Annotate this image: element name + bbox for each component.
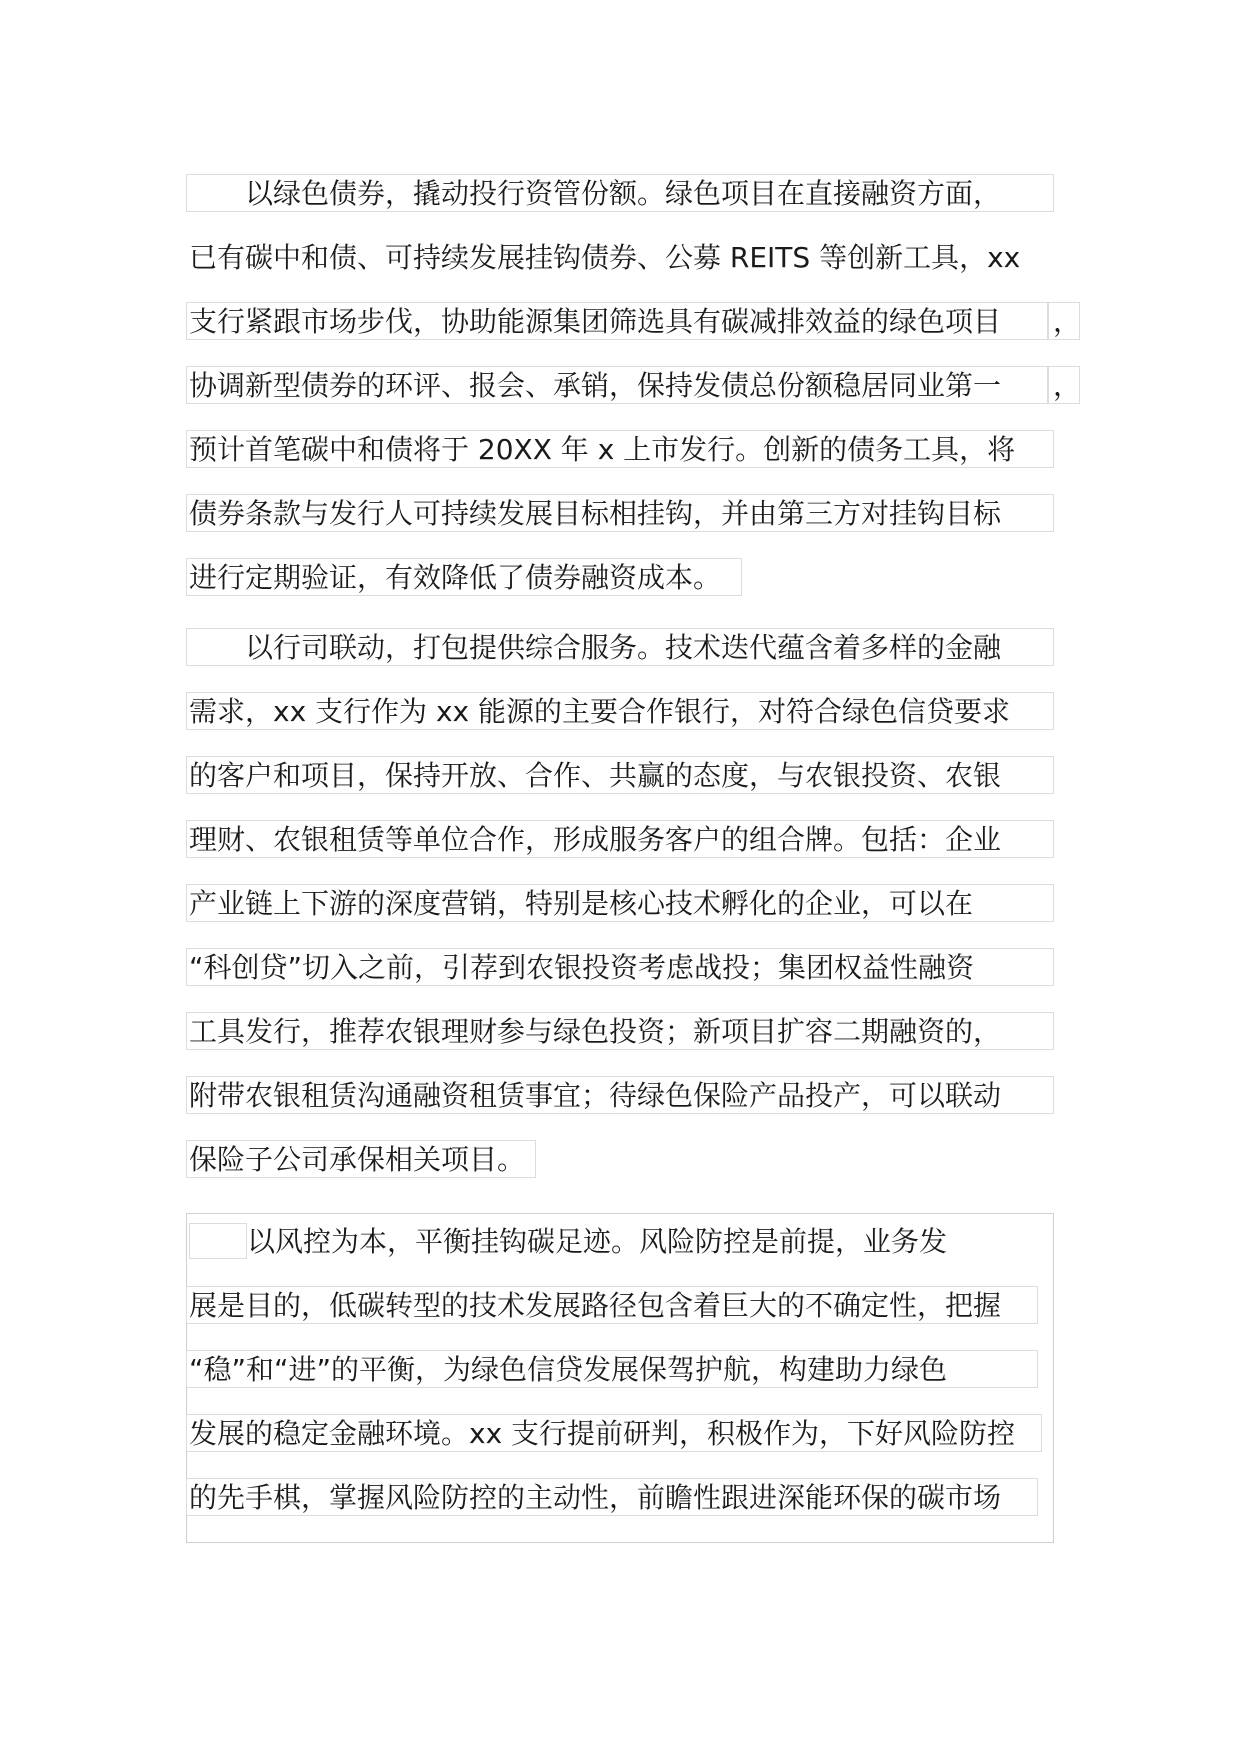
paragraph-3-line-5: 的先手棋，掌握风险防控的主动性，前瞻性跟进深能环保的碳市场 xyxy=(186,1478,1038,1516)
paragraph-2-line-6: “科创贷”切入之前，引荐到农银投资考虑战投；集团权益性融资 xyxy=(186,948,1054,986)
paragraph-1-line-6: 债券条款与发行人可持续发展目标相挂钩，并由第三方对挂钩目标 xyxy=(186,494,1054,532)
paragraph-1-line-4-tail: ， xyxy=(1048,366,1080,404)
paragraph-1-line-5: 预计首笔碳中和债将于 20XX 年 x 上市发行。创新的债务工具，将 xyxy=(186,430,1054,468)
paragraph-2-line-7: 工具发行，推荐农银理财参与绿色投资；新项目扩容二期融资的， xyxy=(186,1012,1054,1050)
paragraph-1-line-7: 进行定期验证，有效降低了债券融资成本。 xyxy=(186,558,742,596)
paragraph-1-line-4: 协调新型债券的环评、报会、承销，保持发债总份额稳居同业第一 xyxy=(186,366,1048,404)
paragraph-3-line-1: 以风控为本，平衡挂钩碳足迹。风险防控是前提，业务发 xyxy=(186,1222,1038,1260)
paragraph-1-line-1: 以绿色债券，撬动投行资管份额。绿色项目在直接融资方面， xyxy=(186,174,1054,212)
paragraph-1-line-2: 已有碳中和债、可持续发展挂钩债券、公募 REITS 等创新工具，xx xyxy=(189,241,1021,274)
paragraph-3-line-4: 发展的稳定金融环境。xx 支行提前研判，积极作为，下好风险防控 xyxy=(186,1414,1042,1452)
paragraph-3-line-3: “稳”和“进”的平衡，为绿色信贷发展保驾护航，构建助力绿色 xyxy=(186,1350,1038,1388)
paragraph-1-line-3-tail: ， xyxy=(1048,302,1080,340)
paragraph-2-line-2: 需求，xx 支行作为 xx 能源的主要合作银行，对符合绿色信贷要求 xyxy=(186,692,1054,730)
paragraph-1-line-3: 支行紧跟市场步伐，协助能源集团筛选具有碳减排效益的绿色项目 xyxy=(186,302,1048,340)
paragraph-2-line-9: 保险子公司承保相关项目。 xyxy=(186,1140,536,1178)
paragraph-2-line-8: 附带农银租赁沟通融资租赁事宜；待绿色保险产品投产，可以联动 xyxy=(186,1076,1054,1114)
paragraph-2-line-1: 以行司联动，打包提供综合服务。技术迭代蕴含着多样的金融 xyxy=(186,628,1054,666)
paragraph-2-line-4: 理财、农银租赁等单位合作，形成服务客户的组合牌。包括：企业 xyxy=(186,820,1054,858)
paragraph-2-line-3: 的客户和项目，保持开放、合作、共赢的态度，与农银投资、农银 xyxy=(186,756,1054,794)
paragraph-2-line-5: 产业链上下游的深度营销，特别是核心技术孵化的企业，可以在 xyxy=(186,884,1054,922)
paragraph-3-line-2: 展是目的，低碳转型的技术发展路径包含着巨大的不确定性，把握 xyxy=(186,1286,1038,1324)
